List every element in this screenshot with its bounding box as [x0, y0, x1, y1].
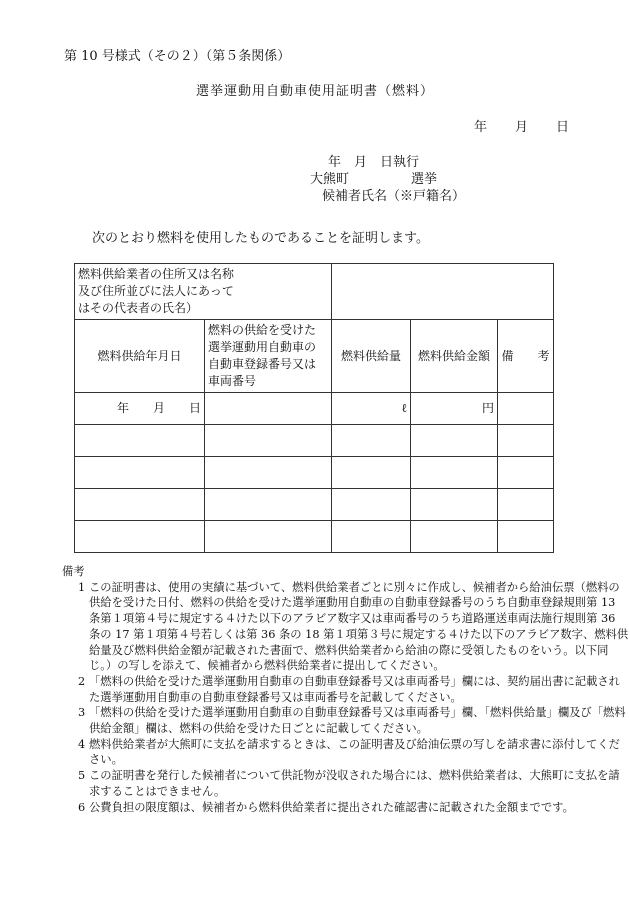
header-row: [75, 320, 554, 393]
supplier-label-line: はその代表者の氏名）: [78, 301, 199, 315]
table-row: [75, 521, 554, 553]
header-price: 燃料供給金額: [411, 320, 498, 393]
header-vehicle-line: 車両番号: [208, 374, 257, 388]
remarks-cell[interactable]: [498, 425, 554, 457]
supplier-label-line: 燃料供給業者の住所又は名称: [78, 267, 235, 281]
amount-cell[interactable]: ℓ: [332, 393, 411, 425]
election-date: 年 月 日執行: [328, 155, 420, 170]
supplier-label-line: 及び住所並びに法人にあって: [78, 284, 234, 298]
note-item: [62, 768, 630, 799]
amount-cell[interactable]: [332, 489, 411, 521]
intro-text: 次のとおり燃料を使用したものであることを証明します。: [92, 231, 429, 246]
note-item: [62, 580, 630, 674]
remarks-cell[interactable]: [498, 521, 554, 553]
note-item: [62, 705, 630, 736]
note-number: 3: [78, 706, 86, 720]
supplier-value-cell[interactable]: [332, 264, 554, 320]
date-cell[interactable]: [75, 425, 205, 457]
amount-cell[interactable]: [332, 425, 411, 457]
note-text: 「燃料の供給を受けた選挙運動用自動車の自動車登録番号又は車両番号」欄には、契約届出書に記載された選挙運動用自動車の自動車登録番号又は車両番号を記載してください。: [89, 674, 620, 704]
note-text: 燃料供給業者が大熊町に支払を請求するときは、この証明書及び給油伝票の写しを請求書に添付してください。: [89, 737, 620, 767]
date-day: 日: [556, 120, 570, 135]
header-vehicle-line: 自動車登録番号又は: [208, 357, 317, 371]
note-text: 公費負担の限度額は、候補者から燃料供給業者に提出された確認書に記載された金額までです。: [89, 800, 574, 814]
price-cell[interactable]: [411, 489, 498, 521]
header-vehicle-line: 選挙運動用自動車の: [208, 340, 317, 354]
note-item: [62, 737, 630, 768]
header-amount: 燃料供給量: [332, 320, 411, 393]
notes-section: [62, 564, 630, 815]
price-cell[interactable]: [411, 521, 498, 553]
vehicle-cell[interactable]: [205, 521, 332, 553]
notes-heading: 備考: [62, 565, 85, 578]
remarks-cell[interactable]: [498, 393, 554, 425]
price-cell[interactable]: [411, 425, 498, 457]
note-number: 2: [78, 674, 86, 688]
vehicle-cell[interactable]: [205, 393, 332, 425]
date-year: 年: [474, 120, 488, 135]
date-cell[interactable]: [75, 489, 205, 521]
note-item: [62, 800, 630, 816]
supplier-label: [75, 264, 332, 320]
remarks-cell[interactable]: [498, 489, 554, 521]
note-text: この証明書は、使用の実績に基づいて、燃料供給業者ごとに別々に作成し、候補者から給油伝票（燃料の供給を受けた日付、燃料の供給を受けた選挙運動用自動車の自動車登録番号のうち自動車登録規則第 13 条第１項第４号に規定する４けた以下のアラビア数字又は車両番号のうち道路運送車両法施行規則第 36 条の 17 第１項第４号若しくは第 36 条の 18 第１項第３号に規定する４けた以下のアラビア数字、燃料供給量及び燃料供給金額が記載された書面で、燃料供給業者から給油の際に受領したものをいう。以下同じ。）の写しを添えて、候補者から燃料供給業者に提出してください。: [89, 580, 629, 673]
vehicle-cell[interactable]: [205, 489, 332, 521]
amount-cell[interactable]: [332, 457, 411, 489]
header-date: 燃料供給年月日: [75, 320, 205, 393]
amount-cell[interactable]: [332, 521, 411, 553]
note-number: 4: [78, 737, 86, 751]
date-cell[interactable]: [75, 457, 205, 489]
election-name: 選挙: [411, 172, 438, 187]
table-row: [75, 393, 554, 425]
note-text: 「燃料の供給を受けた選挙運動用自動車の自動車登録番号又は車両番号」欄、「燃料供給量」欄及び「燃料供給金額」欄は、燃料の供給を受けた日ごとに記載してください。: [89, 706, 626, 736]
table-row: [75, 457, 554, 489]
supplier-row: [75, 264, 554, 320]
fuel-table: [74, 263, 554, 553]
note-number: 5: [78, 769, 86, 783]
price-cell[interactable]: [411, 457, 498, 489]
price-cell[interactable]: 円: [411, 393, 498, 425]
document-title: 選挙運動用自動車使用証明書（燃料）: [195, 84, 434, 99]
candidate-name: 候補者氏名（※戸籍名）: [322, 189, 466, 204]
vehicle-cell[interactable]: [205, 425, 332, 457]
date-cell[interactable]: [75, 521, 205, 553]
header-remarks: 備 考: [498, 320, 554, 393]
form-number: 第 10 号様式（その２）（第５条関係）: [64, 49, 291, 64]
note-number: 1: [78, 580, 86, 594]
header-vehicle: [205, 320, 332, 393]
vehicle-cell[interactable]: [205, 457, 332, 489]
election-town: 大熊町: [310, 172, 350, 187]
date-cell[interactable]: 年 月 日: [75, 393, 205, 425]
date-month: 月: [515, 120, 529, 135]
table-row: [75, 425, 554, 457]
note-text: この証明書を発行した候補者について供託物が没収された場合には、燃料供給業者は、大熊町に支払を請求することはできません。: [89, 769, 620, 798]
remarks-cell[interactable]: [498, 457, 554, 489]
header-vehicle-line: 燃料の供給を受けた: [208, 323, 317, 337]
table-row: [75, 489, 554, 521]
note-number: 6: [78, 800, 86, 814]
note-item: [62, 674, 630, 705]
